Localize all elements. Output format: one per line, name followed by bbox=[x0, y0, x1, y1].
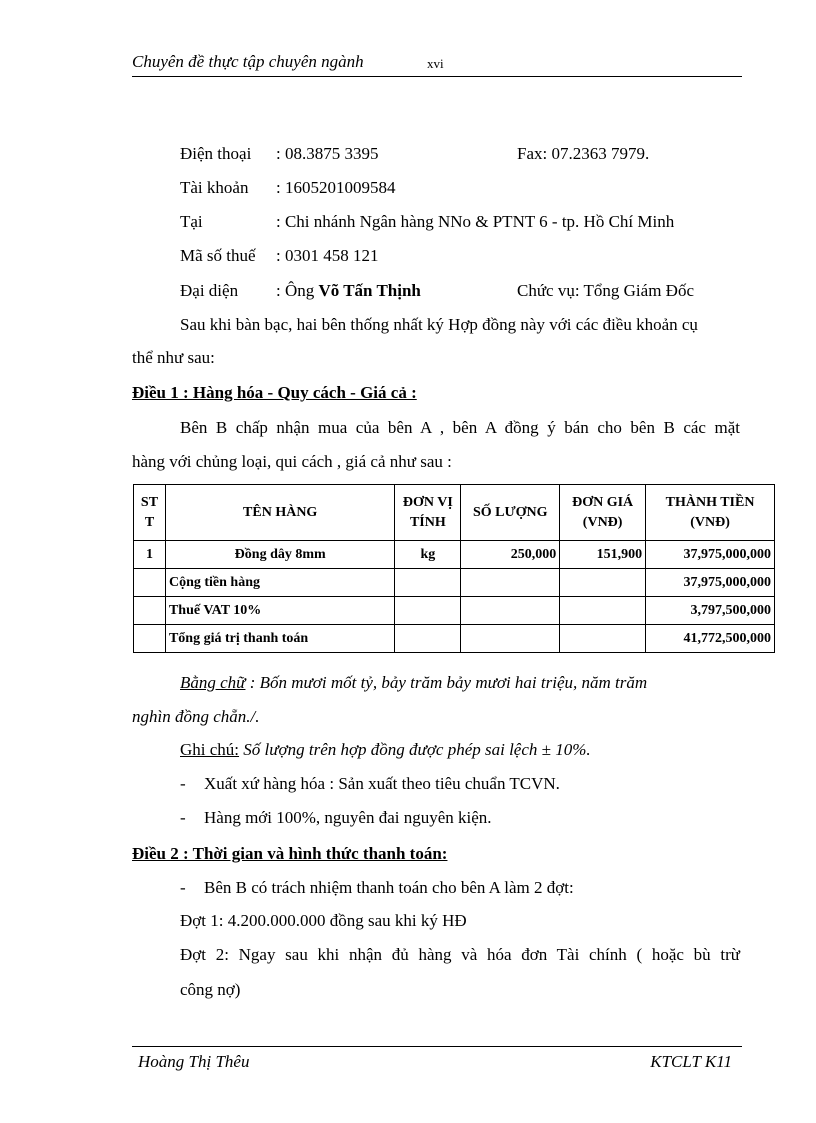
col-unit: ĐƠN VỊ TÍNH bbox=[395, 485, 461, 541]
account-value: : 1605201009584 bbox=[276, 178, 396, 197]
col-qty: SỐ LƯỢNG bbox=[461, 485, 560, 541]
subtotal-row bbox=[134, 569, 775, 597]
col-price: ĐƠN GIÁ (VNĐ) bbox=[560, 485, 646, 541]
footer-class-code: KTCLT K11 bbox=[650, 1052, 732, 1071]
table-row bbox=[134, 541, 775, 569]
phone-value: : 08.3875 3395 bbox=[276, 144, 379, 163]
note-text: Số lượng trên hợp đồng được phép sai lệch ± 10%. bbox=[239, 740, 591, 759]
vat-label: Thuế VAT 10% bbox=[165, 597, 394, 625]
col-total: THÀNH TIỀN (VNĐ) bbox=[646, 485, 775, 541]
item-name: Đồng dây 8mm bbox=[165, 541, 394, 569]
payment-phase-2-line-1: Đợt 2: Ngay sau khi nhận đủ hàng và hóa đơn Tài chính ( hoặc bù trừ bbox=[180, 945, 740, 964]
vat-row bbox=[134, 597, 775, 625]
rep-value bbox=[276, 281, 421, 301]
article-1-heading: Điều 1 : Hàng hóa - Quy cách - Giá cả : bbox=[132, 383, 417, 402]
payment-phase-1: Đợt 1: 4.200.000.000 đồng sau khi ký HĐ bbox=[180, 911, 467, 930]
page-header bbox=[132, 52, 742, 77]
payment-phase-2-line-2: công nợ) bbox=[180, 980, 241, 999]
page-footer bbox=[132, 1046, 742, 1071]
list-item: - Bên B có trách nhiệm thanh toán cho bên A làm 2 đợt: bbox=[180, 878, 574, 897]
phone-label: Điện thoại bbox=[180, 144, 252, 163]
col-stt: ST T bbox=[134, 485, 166, 541]
item-qty: 250,000 bbox=[461, 541, 560, 569]
fax-value: Fax: 07.2363 7979. bbox=[517, 144, 650, 163]
tax-label: Mã số thuế bbox=[180, 246, 256, 265]
article-1-line-1: Bên B chấp nhận mua của bên A , bên A đồng ý bán cho bên B các mặt bbox=[180, 418, 740, 437]
bullet-origin: Xuất xứ hàng hóa : Sản xuất theo tiêu chuẩn TCVN. bbox=[204, 774, 560, 793]
rep-label: Đại diện bbox=[180, 281, 239, 300]
vat-value: 3,797,500,000 bbox=[646, 597, 775, 625]
goods-table bbox=[133, 484, 775, 653]
page-number: xvi bbox=[427, 56, 444, 71]
col-name: TÊN HÀNG bbox=[165, 485, 394, 541]
bank-label: Tại bbox=[180, 212, 203, 231]
words-label: Bằng chữ bbox=[180, 673, 246, 692]
item-total: 37,975,000,000 bbox=[646, 541, 775, 569]
list-item: - Hàng mới 100%, nguyên đai nguyên kiện. bbox=[180, 808, 492, 827]
header-title: Chuyên đề thực tập chuyên ngành bbox=[132, 52, 364, 71]
words-text: : Bốn mươi mốt tỷ, bảy trăm bảy mươi hai triệu, năm trăm bbox=[245, 673, 648, 692]
grand-total-row bbox=[134, 625, 775, 653]
subtotal-label: Cộng tiền hàng bbox=[165, 569, 394, 597]
rep-position: Chức vụ: Tổng Giám Đốc bbox=[517, 281, 694, 300]
amount-in-words-line-1 bbox=[180, 673, 740, 693]
article-2-heading: Điều 2 : Thời gian và hình thức thanh toán: bbox=[132, 844, 448, 863]
grand-total-label: Tổng giá trị thanh toán bbox=[165, 625, 394, 653]
note-label: Ghi chú: bbox=[180, 740, 240, 759]
footer-author: Hoàng Thị Thêu bbox=[138, 1052, 250, 1071]
rep-prefix: : Ông bbox=[276, 281, 319, 300]
subtotal-value: 37,975,000,000 bbox=[646, 569, 775, 597]
grand-total-value: 41,772,500,000 bbox=[646, 625, 775, 653]
item-stt: 1 bbox=[134, 541, 166, 569]
payment-bullet: Bên B có trách nhiệm thanh toán cho bên A làm 2 đợt: bbox=[204, 878, 574, 897]
amount-in-words-line-2: nghìn đồng chẵn./. bbox=[132, 707, 260, 726]
note-line bbox=[180, 740, 591, 760]
intro-line-2: thể như sau: bbox=[132, 348, 215, 367]
table-header-row bbox=[134, 485, 775, 541]
bank-value: : Chi nhánh Ngân hàng NNo & PTNT 6 - tp. Hồ Chí Minh bbox=[276, 212, 675, 231]
list-item: - Xuất xứ hàng hóa : Sản xuất theo tiêu chuẩn TCVN. bbox=[180, 774, 560, 793]
account-label: Tài khoản bbox=[180, 178, 249, 197]
intro-line-1: Sau khi bàn bạc, hai bên thống nhất ký Hợp đồng này với các điều khoản cụ bbox=[180, 315, 698, 334]
item-unit: kg bbox=[395, 541, 461, 569]
item-price: 151,900 bbox=[560, 541, 646, 569]
tax-value: : 0301 458 121 bbox=[276, 246, 379, 265]
bullet-new: Hàng mới 100%, nguyên đai nguyên kiện. bbox=[204, 808, 492, 827]
rep-name: Võ Tấn Thịnh bbox=[318, 281, 421, 300]
article-1-line-2: hàng với chủng loại, qui cách , giá cả như sau : bbox=[132, 452, 452, 471]
